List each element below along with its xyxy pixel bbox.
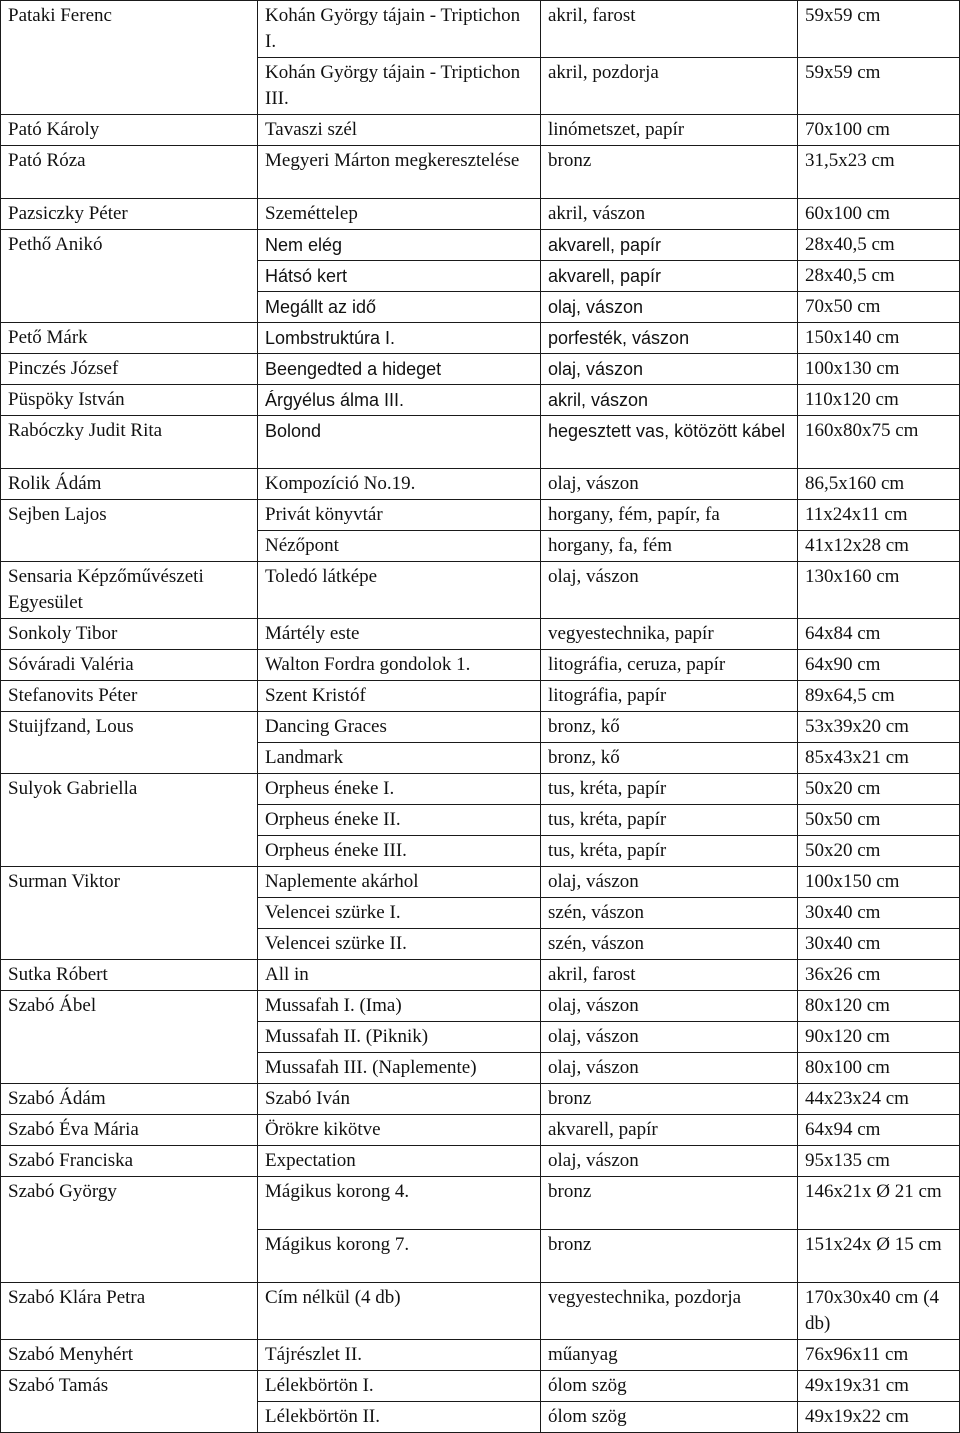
medium-cell: tus, kréta, papír <box>541 805 798 836</box>
table-row <box>1 230 960 261</box>
medium-cell: szén, vászon <box>541 929 798 960</box>
size-cell: 70x100 cm <box>798 115 960 146</box>
table-row <box>1 681 960 712</box>
table-row <box>1 867 960 898</box>
size-cell: 59x59 cm <box>798 1 960 58</box>
size-cell: 28x40,5 cm <box>798 261 960 292</box>
title-cell: Lélekbörtön I. <box>258 1371 541 1402</box>
size-cell: 49x19x31 cm <box>798 1371 960 1402</box>
medium-cell: olaj, vászon <box>541 1053 798 1084</box>
size-cell: 50x20 cm <box>798 836 960 867</box>
title-cell: All in <box>258 960 541 991</box>
medium-cell: vegyestechnika, pozdorja <box>541 1283 798 1340</box>
artist-cell: Szabó Éva Mária <box>1 1115 258 1146</box>
medium-cell: bronz <box>541 146 798 199</box>
title-cell: Lombstruktúra I. <box>258 323 541 354</box>
artist-cell: Pataki Ferenc <box>1 1 258 115</box>
size-cell: 11x24x11 cm <box>798 500 960 531</box>
artist-cell: Sejben Lajos <box>1 500 258 562</box>
size-cell: 49x19x22 cm <box>798 1402 960 1433</box>
medium-cell: horgany, fém, papír, fa <box>541 500 798 531</box>
table-row <box>1 1340 960 1371</box>
size-cell: 85x43x21 cm <box>798 743 960 774</box>
size-cell: 150x140 cm <box>798 323 960 354</box>
size-cell: 89x64,5 cm <box>798 681 960 712</box>
artist-cell: Szabó Ádám <box>1 1084 258 1115</box>
title-cell: Bolond <box>258 416 541 469</box>
title-cell: Nézőpont <box>258 531 541 562</box>
artist-cell: Rabóczky Judit Rita <box>1 416 258 469</box>
table-row <box>1 500 960 531</box>
title-cell: Lélekbörtön II. <box>258 1402 541 1433</box>
title-cell: Kohán György tájain - Triptichon III. <box>258 58 541 115</box>
medium-cell: olaj, vászon <box>541 292 798 323</box>
artist-cell: Szabó Tamás <box>1 1371 258 1433</box>
medium-cell: litográfia, ceruza, papír <box>541 650 798 681</box>
medium-cell: olaj, vászon <box>541 1022 798 1053</box>
size-cell: 64x90 cm <box>798 650 960 681</box>
title-cell: Toledó látképe <box>258 562 541 619</box>
title-cell: Dancing Graces <box>258 712 541 743</box>
title-cell: Walton Fordra gondolok 1. <box>258 650 541 681</box>
title-cell: Szent Kristóf <box>258 681 541 712</box>
artist-cell: Szabó Franciska <box>1 1146 258 1177</box>
size-cell: 28x40,5 cm <box>798 230 960 261</box>
title-cell: Megállt az idő <box>258 292 541 323</box>
table-row <box>1 619 960 650</box>
medium-cell: tus, kréta, papír <box>541 774 798 805</box>
medium-cell: vegyestechnika, papír <box>541 619 798 650</box>
title-cell: Szeméttelep <box>258 199 541 230</box>
table-row <box>1 385 960 416</box>
medium-cell: akril, farost <box>541 1 798 58</box>
table-row <box>1 199 960 230</box>
medium-cell: akril, farost <box>541 960 798 991</box>
table-row <box>1 712 960 743</box>
table-row <box>1 774 960 805</box>
table-row <box>1 1084 960 1115</box>
size-cell: 90x120 cm <box>798 1022 960 1053</box>
medium-cell: akril, vászon <box>541 199 798 230</box>
table-row <box>1 323 960 354</box>
medium-cell: porfesték, vászon <box>541 323 798 354</box>
artist-cell: Szabó Ábel <box>1 991 258 1084</box>
artist-cell: Rolik Ádám <box>1 469 258 500</box>
medium-cell: hegesztett vas, kötözött kábel <box>541 416 798 469</box>
title-cell: Velencei szürke II. <box>258 929 541 960</box>
title-cell: Árgyélus álma III. <box>258 385 541 416</box>
artist-cell: Pető Márk <box>1 323 258 354</box>
medium-cell: olaj, vászon <box>541 469 798 500</box>
medium-cell: linómetszet, papír <box>541 115 798 146</box>
medium-cell: olaj, vászon <box>541 991 798 1022</box>
title-cell: Nem elég <box>258 230 541 261</box>
size-cell: 44x23x24 cm <box>798 1084 960 1115</box>
title-cell: Mágikus korong 4. <box>258 1177 541 1230</box>
artist-cell: Püspöky István <box>1 385 258 416</box>
title-cell: Cím nélkül (4 db) <box>258 1283 541 1340</box>
artist-cell: Pazsiczky Péter <box>1 199 258 230</box>
artist-cell: Pethő Anikó <box>1 230 258 323</box>
size-cell: 64x84 cm <box>798 619 960 650</box>
artist-cell: Pató Károly <box>1 115 258 146</box>
size-cell: 95x135 cm <box>798 1146 960 1177</box>
title-cell: Mártély este <box>258 619 541 650</box>
medium-cell: bronz, kő <box>541 743 798 774</box>
size-cell: 59x59 cm <box>798 58 960 115</box>
medium-cell: akvarell, papír <box>541 261 798 292</box>
medium-cell: akril, vászon <box>541 385 798 416</box>
table-row <box>1 354 960 385</box>
artist-cell: Sonkoly Tibor <box>1 619 258 650</box>
title-cell: Orpheus éneke II. <box>258 805 541 836</box>
table-row <box>1 1146 960 1177</box>
table-row <box>1 1283 960 1340</box>
title-cell: Beengedted a hideget <box>258 354 541 385</box>
size-cell: 76x96x11 cm <box>798 1340 960 1371</box>
size-cell: 146x21x Ø 21 cm <box>798 1177 960 1230</box>
medium-cell: bronz <box>541 1177 798 1230</box>
table-row <box>1 146 960 199</box>
medium-cell: litográfia, papír <box>541 681 798 712</box>
size-cell: 110x120 cm <box>798 385 960 416</box>
title-cell: Mussafah I. (Ima) <box>258 991 541 1022</box>
title-cell: Szabó Iván <box>258 1084 541 1115</box>
medium-cell: ólom szög <box>541 1371 798 1402</box>
table-row <box>1 1371 960 1402</box>
table-row <box>1 1 960 58</box>
artist-cell: Sóváradi Valéria <box>1 650 258 681</box>
medium-cell: olaj, vászon <box>541 867 798 898</box>
title-cell: Landmark <box>258 743 541 774</box>
size-cell: 41x12x28 cm <box>798 531 960 562</box>
title-cell: Expectation <box>258 1146 541 1177</box>
size-cell: 100x150 cm <box>798 867 960 898</box>
table-row <box>1 1177 960 1230</box>
medium-cell: tus, kréta, papír <box>541 836 798 867</box>
size-cell: 64x94 cm <box>798 1115 960 1146</box>
size-cell: 151x24x Ø 15 cm <box>798 1230 960 1283</box>
title-cell: Kompozíció No.19. <box>258 469 541 500</box>
size-cell: 86,5x160 cm <box>798 469 960 500</box>
size-cell: 170x30x40 cm (4 db) <box>798 1283 960 1340</box>
size-cell: 30x40 cm <box>798 929 960 960</box>
title-cell: Velencei szürke I. <box>258 898 541 929</box>
title-cell: Mussafah II. (Piknik) <box>258 1022 541 1053</box>
size-cell: 36x26 cm <box>798 960 960 991</box>
artist-cell: Surman Viktor <box>1 867 258 960</box>
artist-cell: Sensaria Képzőművészeti Egyesület <box>1 562 258 619</box>
size-cell: 80x120 cm <box>798 991 960 1022</box>
artist-cell: Sutka Róbert <box>1 960 258 991</box>
table-row <box>1 469 960 500</box>
title-cell: Mágikus korong 7. <box>258 1230 541 1283</box>
medium-cell: akril, pozdorja <box>541 58 798 115</box>
medium-cell: akvarell, papír <box>541 1115 798 1146</box>
title-cell: Megyeri Márton megkeresztelése <box>258 146 541 199</box>
size-cell: 30x40 cm <box>798 898 960 929</box>
table-row <box>1 991 960 1022</box>
title-cell: Mussafah III. (Naplemente) <box>258 1053 541 1084</box>
table-row <box>1 416 960 469</box>
size-cell: 53x39x20 cm <box>798 712 960 743</box>
medium-cell: bronz <box>541 1084 798 1115</box>
artist-cell: Szabó György <box>1 1177 258 1283</box>
title-cell: Naplemente akárhol <box>258 867 541 898</box>
artist-cell: Szabó Menyhért <box>1 1340 258 1371</box>
title-cell: Orpheus éneke I. <box>258 774 541 805</box>
size-cell: 70x50 cm <box>798 292 960 323</box>
medium-cell: bronz, kő <box>541 712 798 743</box>
table-row <box>1 1115 960 1146</box>
medium-cell: akvarell, papír <box>541 230 798 261</box>
medium-cell: olaj, vászon <box>541 562 798 619</box>
title-cell: Hátsó kert <box>258 261 541 292</box>
title-cell: Tájrészlet II. <box>258 1340 541 1371</box>
artist-cell: Pató Róza <box>1 146 258 199</box>
title-cell: Kohán György tájain - Triptichon I. <box>258 1 541 58</box>
artwork-list-body <box>1 1 960 1433</box>
size-cell: 80x100 cm <box>798 1053 960 1084</box>
size-cell: 31,5x23 cm <box>798 146 960 199</box>
table-row <box>1 115 960 146</box>
artist-cell: Stefanovits Péter <box>1 681 258 712</box>
size-cell: 100x130 cm <box>798 354 960 385</box>
artist-cell: Sulyok Gabriella <box>1 774 258 867</box>
title-cell: Orpheus éneke III. <box>258 836 541 867</box>
table-row <box>1 650 960 681</box>
table-row <box>1 562 960 619</box>
medium-cell: műanyag <box>541 1340 798 1371</box>
artist-cell: Szabó Klára Petra <box>1 1283 258 1340</box>
medium-cell: szén, vászon <box>541 898 798 929</box>
artist-cell: Stuijfzand, Lous <box>1 712 258 774</box>
size-cell: 160x80x75 cm <box>798 416 960 469</box>
medium-cell: bronz <box>541 1230 798 1283</box>
table-row <box>1 960 960 991</box>
medium-cell: ólom szög <box>541 1402 798 1433</box>
title-cell: Tavaszi szél <box>258 115 541 146</box>
size-cell: 130x160 cm <box>798 562 960 619</box>
title-cell: Örökre kikötve <box>258 1115 541 1146</box>
artist-cell: Pinczés József <box>1 354 258 385</box>
size-cell: 50x50 cm <box>798 805 960 836</box>
size-cell: 50x20 cm <box>798 774 960 805</box>
title-cell: Privát könyvtár <box>258 500 541 531</box>
size-cell: 60x100 cm <box>798 199 960 230</box>
medium-cell: olaj, vászon <box>541 354 798 385</box>
medium-cell: olaj, vászon <box>541 1146 798 1177</box>
medium-cell: horgany, fa, fém <box>541 531 798 562</box>
